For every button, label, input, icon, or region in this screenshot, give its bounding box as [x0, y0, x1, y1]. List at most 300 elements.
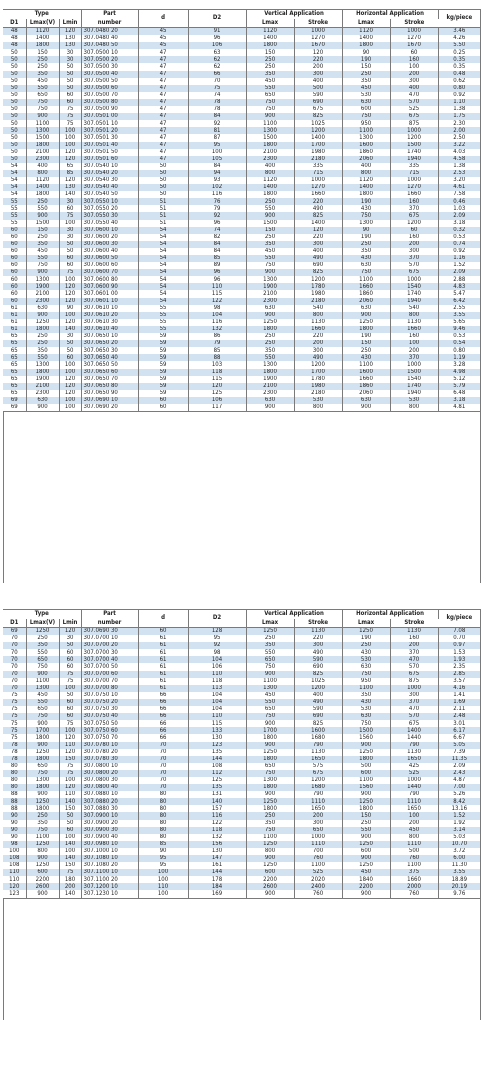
cell-h-lmax: 1600 — [342, 369, 390, 376]
cell-h-lmax: 1100 — [342, 276, 390, 283]
cell-part-number: 307.0500 50 — [81, 78, 138, 85]
cell-d: 51 — [138, 198, 188, 205]
table-row — [3, 798, 480, 805]
cell-d: 70 — [138, 777, 188, 784]
cell-d2: 85 — [188, 347, 246, 354]
cell-part-number: 307.0700 70 — [81, 678, 138, 685]
cell-lmax-v: 350 — [26, 71, 59, 78]
cell-v-stroke: 300 — [294, 642, 342, 649]
cell-d1: 123 — [3, 890, 26, 898]
cell-lmax-v: 150 — [26, 227, 59, 234]
cell-h-lmax: 1400 — [342, 35, 390, 42]
cell-kg: 5.26 — [438, 791, 480, 798]
cell-d: 70 — [138, 749, 188, 756]
cell-d: 47 — [138, 134, 188, 141]
cell-v-stroke: 1660 — [294, 326, 342, 333]
cell-part-number: 307.0690 30 — [81, 628, 138, 636]
cell-v-lmax: 1100 — [246, 678, 294, 685]
cell-d: 66 — [138, 720, 188, 727]
cell-v-lmax: 1900 — [246, 283, 294, 290]
cell-kg: 4.83 — [438, 283, 480, 290]
cell-kg: 1.92 — [438, 820, 480, 827]
cell-h-lmax: 90 — [342, 227, 390, 234]
cell-h-stroke: 1650 — [390, 805, 438, 812]
cell-lmin: 110 — [59, 791, 81, 798]
cell-h-stroke: 540 — [390, 305, 438, 312]
cell-d1: 65 — [3, 333, 26, 340]
cell-v-stroke: 200 — [294, 812, 342, 819]
cell-lmin: 30 — [59, 227, 81, 234]
cell-lmax-v: 800 — [26, 848, 59, 855]
table-row — [3, 855, 480, 862]
cell-h-lmax: 450 — [342, 869, 390, 876]
cell-h-lmax: 250 — [342, 820, 390, 827]
cell-d1: 78 — [3, 742, 26, 749]
cell-h-lmax: 600 — [342, 106, 390, 113]
cell-kg: 1.53 — [438, 649, 480, 656]
cell-lmax-v: 550 — [26, 354, 59, 361]
header-h-lmax: Lmax — [342, 19, 390, 28]
cell-v-stroke: 300 — [294, 347, 342, 354]
cell-h-lmax: 1800 — [342, 191, 390, 198]
cell-v-stroke: 1680 — [294, 734, 342, 741]
cell-h-lmax: 1300 — [342, 134, 390, 141]
cell-v-lmax: 1300 — [246, 685, 294, 692]
cell-v-lmax: 250 — [246, 234, 294, 241]
table-row — [3, 49, 480, 56]
cell-v-lmax: 250 — [246, 812, 294, 819]
table-row — [3, 149, 480, 156]
cell-h-stroke: 1270 — [390, 35, 438, 42]
cell-part-number: 307.0690 20 — [81, 404, 138, 412]
cell-v-stroke: 1000 — [294, 177, 342, 184]
cell-d1: 48 — [3, 42, 26, 49]
cell-h-lmax: 2060 — [342, 390, 390, 397]
cell-h-stroke: 500 — [390, 848, 438, 855]
cell-h-stroke: 1660 — [390, 326, 438, 333]
cell-h-lmax: 190 — [342, 234, 390, 241]
cell-lmin: 100 — [59, 134, 81, 141]
cell-v-lmax: 550 — [246, 354, 294, 361]
table-row — [3, 326, 480, 333]
cell-h-lmax: 1400 — [342, 184, 390, 191]
cell-d2: 79 — [188, 205, 246, 212]
cell-v-lmax: 250 — [246, 340, 294, 347]
cell-v-stroke: 825 — [294, 212, 342, 219]
cell-h-lmax: 900 — [342, 791, 390, 798]
cell-kg: 2.88 — [438, 276, 480, 283]
cell-lmax-v: 1800 — [26, 734, 59, 741]
cell-v-stroke: 1000 — [294, 834, 342, 841]
cell-part-number: 307.0650 60 — [81, 369, 138, 376]
cell-lmin: 100 — [59, 777, 81, 784]
cell-d: 90 — [138, 848, 188, 855]
cell-d: 54 — [138, 241, 188, 248]
cell-lmin: 60 — [59, 827, 81, 834]
cell-d1: 50 — [3, 56, 26, 63]
cell-d2: 161 — [188, 862, 246, 869]
table-row — [3, 635, 480, 642]
cell-lmin: 50 — [59, 85, 81, 92]
cell-d1: 80 — [3, 763, 26, 770]
cell-v-lmax: 800 — [246, 170, 294, 177]
cell-d: 60 — [138, 397, 188, 404]
cell-d2: 95 — [188, 635, 246, 642]
cell-v-stroke: 220 — [294, 234, 342, 241]
cell-v-lmax: 350 — [246, 71, 294, 78]
cell-kg: 8.42 — [438, 798, 480, 805]
cell-h-lmax: 900 — [342, 855, 390, 862]
cell-h-lmax: 350 — [342, 692, 390, 699]
cell-h-stroke: 790 — [390, 742, 438, 749]
cell-h-lmax: 150 — [342, 63, 390, 70]
cell-lmax-v: 750 — [26, 106, 59, 113]
cell-d1: 108 — [3, 862, 26, 869]
cell-d: 59 — [138, 376, 188, 383]
cell-d1: 69 — [3, 404, 26, 412]
cell-lmax-v: 350 — [26, 820, 59, 827]
cell-d2: 169 — [188, 890, 246, 898]
cell-h-lmax: 1840 — [342, 876, 390, 883]
cell-lmax-v: 1800 — [26, 191, 59, 198]
table-row — [3, 205, 480, 212]
cell-part-number: 307.0501 10 — [81, 120, 138, 127]
header-number: number — [81, 19, 138, 28]
cell-lmin: 130 — [59, 42, 81, 49]
cell-h-lmax: 950 — [342, 678, 390, 685]
cell-d: 70 — [138, 770, 188, 777]
cell-lmax-v: 750 — [26, 262, 59, 269]
cell-v-lmax: 1300 — [246, 127, 294, 134]
cell-d1: 60 — [3, 283, 26, 290]
cell-d2: 79 — [188, 340, 246, 347]
cell-h-stroke: 370 — [390, 354, 438, 361]
cell-d2: 74 — [188, 227, 246, 234]
cell-h-stroke: 2000 — [390, 883, 438, 890]
table-row — [3, 191, 480, 198]
cell-h-stroke: 760 — [390, 890, 438, 898]
cell-kg: 7.39 — [438, 749, 480, 756]
cell-part-number: 307.0500 40 — [81, 71, 138, 78]
cell-kg: 11.35 — [438, 756, 480, 763]
cell-d2: 120 — [188, 383, 246, 390]
cell-lmin: 100 — [59, 361, 81, 368]
cell-lmax-v: 650 — [26, 763, 59, 770]
cell-lmax-v: 1800 — [26, 42, 59, 49]
cell-lmin: 75 — [59, 212, 81, 219]
cell-lmax-v: 250 — [26, 56, 59, 63]
cell-v-stroke: 2180 — [294, 390, 342, 397]
cell-lmax-v: 900 — [26, 212, 59, 219]
cell-v-stroke: 400 — [294, 78, 342, 85]
cell-kg: 4.03 — [438, 149, 480, 156]
cell-d: 80 — [138, 827, 188, 834]
table-row — [3, 820, 480, 827]
cell-lmin: 85 — [59, 170, 81, 177]
cell-v-stroke: 2400 — [294, 883, 342, 890]
cell-d1: 98 — [3, 841, 26, 848]
cell-d: 54 — [138, 298, 188, 305]
cell-d2: 106 — [188, 663, 246, 670]
cell-lmin: 50 — [59, 241, 81, 248]
cell-kg: 5.12 — [438, 376, 480, 383]
cell-d2: 113 — [188, 685, 246, 692]
cell-h-lmax: 1600 — [342, 142, 390, 149]
cell-d: 59 — [138, 354, 188, 361]
cell-d1: 80 — [3, 777, 26, 784]
cell-v-stroke: 220 — [294, 198, 342, 205]
cell-v-lmax: 750 — [246, 770, 294, 777]
cell-lmin: 140 — [59, 890, 81, 898]
cell-lmax-v: 1400 — [26, 184, 59, 191]
cell-part-number: 307.0880 20 — [81, 798, 138, 805]
cell-v-stroke: 1200 — [294, 361, 342, 368]
cell-d: 55 — [138, 305, 188, 312]
cell-kg: 2.09 — [438, 763, 480, 770]
cell-h-stroke: 570 — [390, 713, 438, 720]
cell-d1: 50 — [3, 78, 26, 85]
cell-d1: 70 — [3, 671, 26, 678]
cell-d2: 88 — [188, 354, 246, 361]
cell-lmin: 30 — [59, 49, 81, 56]
cell-d: 45 — [138, 28, 188, 36]
cell-d2: 104 — [188, 706, 246, 713]
cell-h-stroke: 1540 — [390, 376, 438, 383]
cell-d: 61 — [138, 685, 188, 692]
cell-h-stroke: 1000 — [390, 28, 438, 36]
cell-lmin: 60 — [59, 262, 81, 269]
cell-d1: 90 — [3, 812, 26, 819]
cell-v-stroke: 400 — [294, 248, 342, 255]
cell-d2: 118 — [188, 678, 246, 685]
cell-d1: 70 — [3, 649, 26, 656]
cell-kg: 1.93 — [438, 656, 480, 663]
cell-d: 47 — [138, 120, 188, 127]
table-row — [3, 99, 480, 106]
cell-h-lmax: 190 — [342, 56, 390, 63]
cell-part-number: 307.0600 90 — [81, 283, 138, 290]
table-row — [3, 283, 480, 290]
cell-d1: 54 — [3, 177, 26, 184]
cell-part-number: 307.0900 40 — [81, 834, 138, 841]
cell-h-lmax: 530 — [342, 92, 390, 99]
cell-lmin: 60 — [59, 99, 81, 106]
cell-v-lmax: 550 — [246, 85, 294, 92]
cell-d2: 123 — [188, 742, 246, 749]
cell-lmin: 120 — [59, 383, 81, 390]
cell-kg: 3.20 — [438, 177, 480, 184]
cell-v-lmax: 1120 — [246, 28, 294, 36]
cell-d2: 84 — [188, 113, 246, 120]
cell-v-lmax: 400 — [246, 163, 294, 170]
cell-h-stroke: 370 — [390, 205, 438, 212]
cell-d2: 100 — [188, 149, 246, 156]
cell-v-stroke: 1980 — [294, 149, 342, 156]
cell-h-lmax: 630 — [342, 397, 390, 404]
table-row — [3, 841, 480, 848]
cell-kg: 2.00 — [438, 127, 480, 134]
cell-d2: 184 — [188, 883, 246, 890]
cell-d2: 93 — [188, 177, 246, 184]
cell-d2: 84 — [188, 163, 246, 170]
header-lmin: Lmin — [59, 19, 81, 28]
cell-lmax-v: 250 — [26, 340, 59, 347]
table-row — [3, 298, 480, 305]
cell-lmax-v: 900 — [26, 404, 59, 412]
cell-v-lmax: 1300 — [246, 276, 294, 283]
header-d2: D2 — [188, 610, 246, 628]
cell-d2: 105 — [188, 156, 246, 163]
table-row — [3, 212, 480, 219]
cell-d1: 54 — [3, 184, 26, 191]
header-h-lmax: Lmax — [342, 619, 390, 628]
cell-h-lmax: 250 — [342, 71, 390, 78]
cell-v-stroke: 690 — [294, 713, 342, 720]
cell-h-lmax: 90 — [342, 49, 390, 56]
cell-v-lmax: 1800 — [246, 784, 294, 791]
cell-lmax-v: 650 — [26, 92, 59, 99]
cell-d2: 133 — [188, 727, 246, 734]
cell-kg: 18.89 — [438, 876, 480, 883]
cell-part-number: 307.0650 40 — [81, 354, 138, 361]
cell-kg: 0.74 — [438, 241, 480, 248]
cell-d: 45 — [138, 35, 188, 42]
cell-lmax-v: 750 — [26, 663, 59, 670]
cell-d: 47 — [138, 113, 188, 120]
cell-part-number: 307.0601 00 — [81, 290, 138, 297]
cell-lmin: 120 — [59, 156, 81, 163]
cell-part-number: 307.0650 90 — [81, 390, 138, 397]
table-row — [3, 127, 480, 134]
cell-kg: 1.52 — [438, 812, 480, 819]
cell-h-lmax: 900 — [342, 890, 390, 898]
cell-v-lmax: 1300 — [246, 361, 294, 368]
cell-d1: 60 — [3, 298, 26, 305]
cell-h-stroke: 470 — [390, 656, 438, 663]
cell-v-stroke: 530 — [294, 397, 342, 404]
cell-d: 61 — [138, 671, 188, 678]
cell-v-lmax: 1100 — [246, 120, 294, 127]
cell-v-lmax: 350 — [246, 820, 294, 827]
cell-h-stroke: 1000 — [390, 177, 438, 184]
cell-h-stroke: 525 — [390, 106, 438, 113]
cell-kg: 0.53 — [438, 333, 480, 340]
table-row — [3, 812, 480, 819]
cell-d: 59 — [138, 361, 188, 368]
cell-d: 70 — [138, 763, 188, 770]
cell-d: 95 — [138, 862, 188, 869]
cell-d: 47 — [138, 56, 188, 63]
cell-lmax-v: 1250 — [26, 862, 59, 869]
cell-d1: 78 — [3, 756, 26, 763]
cell-d: 59 — [138, 340, 188, 347]
cell-d2: 104 — [188, 312, 246, 319]
cell-h-stroke: 160 — [390, 234, 438, 241]
cell-d: 55 — [138, 319, 188, 326]
cell-lmin: 30 — [59, 333, 81, 340]
cell-h-lmax: 1120 — [342, 28, 390, 36]
cell-h-lmax: 430 — [342, 649, 390, 656]
cell-d: 50 — [138, 170, 188, 177]
cell-part-number: 307.0500 90 — [81, 106, 138, 113]
cell-kg: 3.72 — [438, 848, 480, 855]
cell-kg: 1.69 — [438, 699, 480, 706]
cell-h-lmax: 1660 — [342, 283, 390, 290]
table-row — [3, 834, 480, 841]
cell-h-stroke: 1130 — [390, 749, 438, 756]
cell-h-lmax: 630 — [342, 305, 390, 312]
table-row — [3, 42, 480, 49]
cell-h-lmax: 430 — [342, 255, 390, 262]
cell-v-lmax: 900 — [246, 269, 294, 276]
cell-v-lmax: 1250 — [246, 798, 294, 805]
cell-h-stroke: 1650 — [390, 756, 438, 763]
cell-d2: 135 — [188, 749, 246, 756]
table-row — [3, 692, 480, 699]
table-row — [3, 120, 480, 127]
cell-kg: 7.00 — [438, 784, 480, 791]
header-v-stroke: Stroke — [294, 619, 342, 628]
cell-d1: 55 — [3, 198, 26, 205]
cell-kg: 2.30 — [438, 120, 480, 127]
cell-d: 100 — [138, 890, 188, 898]
cell-v-stroke: 1400 — [294, 220, 342, 227]
cell-d: 54 — [138, 269, 188, 276]
cell-h-lmax: 750 — [342, 212, 390, 219]
cell-lmax-v: 550 — [26, 255, 59, 262]
cell-v-lmax: 450 — [246, 692, 294, 699]
cell-v-stroke: 690 — [294, 99, 342, 106]
cell-h-stroke: 675 — [390, 720, 438, 727]
table-row — [3, 255, 480, 262]
cell-h-lmax: 430 — [342, 354, 390, 361]
cell-d: 55 — [138, 312, 188, 319]
cell-d: 61 — [138, 656, 188, 663]
cell-lmin: 30 — [59, 234, 81, 241]
cell-part-number: 307.0500 20 — [81, 56, 138, 63]
cell-v-stroke: 760 — [294, 890, 342, 898]
cell-v-lmax: 1800 — [246, 805, 294, 812]
cell-d1: 55 — [3, 220, 26, 227]
cell-d1: 75 — [3, 720, 26, 727]
cell-d: 66 — [138, 706, 188, 713]
cell-lmin: 90 — [59, 305, 81, 312]
cell-v-stroke: 1110 — [294, 841, 342, 848]
table-row — [3, 685, 480, 692]
cell-part-number: 307.0600 10 — [81, 227, 138, 234]
cell-lmax-v: 1250 — [26, 749, 59, 756]
cell-v-lmax: 2100 — [246, 290, 294, 297]
table-row — [3, 163, 480, 170]
cell-v-lmax: 2300 — [246, 298, 294, 305]
cell-d2: 116 — [188, 191, 246, 198]
cell-lmax-v: 1300 — [26, 777, 59, 784]
cell-h-lmax: 250 — [342, 642, 390, 649]
cell-h-stroke: 715 — [390, 170, 438, 177]
cell-d1: 50 — [3, 71, 26, 78]
cell-d2: 78 — [188, 106, 246, 113]
cell-h-stroke: 100 — [390, 340, 438, 347]
cell-d: 47 — [138, 142, 188, 149]
cell-lmin: 120 — [59, 283, 81, 290]
table-row — [3, 71, 480, 78]
cell-lmin: 60 — [59, 656, 81, 663]
cell-lmin: 75 — [59, 269, 81, 276]
cell-v-stroke: 490 — [294, 354, 342, 361]
cell-lmax-v: 1100 — [26, 834, 59, 841]
cell-lmax-v: 650 — [26, 706, 59, 713]
cell-v-stroke: 760 — [294, 855, 342, 862]
